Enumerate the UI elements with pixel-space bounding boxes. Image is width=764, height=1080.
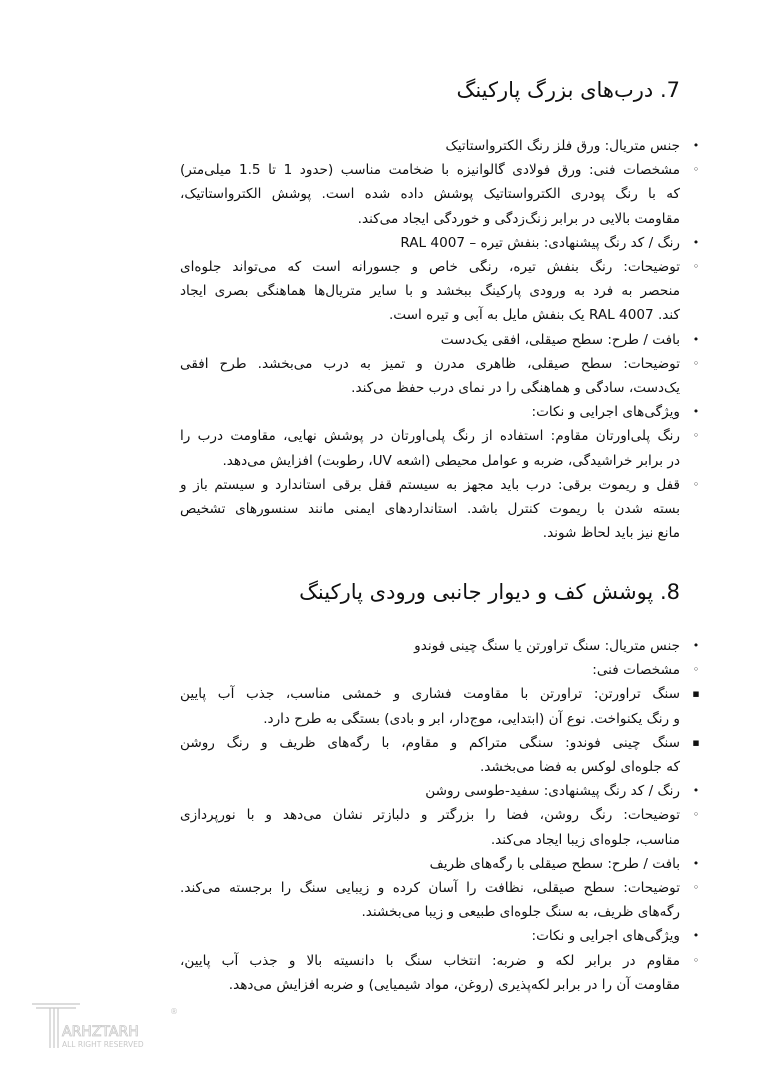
list-item xyxy=(180,852,700,876)
bullet-icon: ◦ xyxy=(692,953,700,967)
bullet-list xyxy=(180,634,700,997)
bullet-icon: ◦ xyxy=(692,477,700,491)
text-line: جنس متریال: ورق فلز رنگ الکترواستاتیک xyxy=(445,138,680,154)
list-item xyxy=(180,352,700,400)
text-line: جنس متریال: سنگ تراورتن یا سنگ چینی فوندو xyxy=(414,638,680,654)
list-item xyxy=(180,158,700,231)
text-line: بافت / طرح: سطح صیقلی، افقی یک‌دست xyxy=(440,331,680,348)
list-item xyxy=(180,949,700,997)
text-line: سنگ چینی فوندو: سنگی متراکم و مقاوم، با رگه‌های ظریف و رنگ روشن xyxy=(180,734,680,751)
text-line: رنگ پلی‌اورتان مقاوم: استفاده از رنگ پلی‌اورتان در پوشش نهایی، مقاومت درب را xyxy=(180,428,680,445)
text-line: که جلوه‌ای لوکس به فضا می‌بخشد. xyxy=(479,759,680,776)
text-line: مشخصات فنی: ورق فولادی گالوانیزه با ضخامت مناسب (حدود 1 تا 1.5 میلی‌متر) xyxy=(180,162,680,179)
text-line: بسته شدن با ریموت کنترل باشد. استانداردهای ایمنی مانند سنسورهای تشخیص xyxy=(180,501,680,518)
text-line: که با رنگ پودری الکترواستاتیک پوشش داده شده است. پوشش الکترواستاتیک، xyxy=(180,186,680,203)
text-line: مشخصات فنی: xyxy=(592,662,680,679)
text-line: توضیحات: سطح صیقلی، ظاهری مدرن و تمیز به درب می‌بخشد. طرح افقی xyxy=(180,355,680,372)
svg-text:ALL RIGHT RESERVED: ALL RIGHT RESERVED xyxy=(62,1040,144,1049)
bullet-icon: ◦ xyxy=(692,663,700,677)
bullet-icon: • xyxy=(692,784,700,798)
text-line: سنگ تراورتن: تراورتن با مقاومت فشاری و خمشی مناسب، جذب آب پایین xyxy=(180,686,680,703)
text-line: توضیحات: رنگ روشن، فضا را بزرگتر و دلبازتر نشان می‌دهد و با نورپردازی xyxy=(180,807,680,824)
bullet-icon: • xyxy=(692,405,700,419)
list-item xyxy=(180,424,700,472)
text-line: قفل و ریموت برقی: درب باید مجهز به سیستم قفل برقی استاندارد و سیستم باز و xyxy=(180,476,680,493)
list-item xyxy=(180,682,700,730)
text-line: کند. RAL 4007 یک بنفش مایل به آبی و تیره است. xyxy=(388,307,680,324)
text-line: مقاومت آن را در برابر لکه‌پذیری (روغن، مواد شیمیایی) و ضربه افزایش می‌دهد. xyxy=(228,976,680,993)
bullet-icon: ◦ xyxy=(692,808,700,822)
bullet-icon: ◦ xyxy=(692,163,700,177)
text-line: توضیحات: سطح صیقلی، نظافت را آسان کرده و زیبایی سنگ را برجسته می‌کند. xyxy=(180,880,680,897)
bullet-icon: ◦ xyxy=(692,429,700,443)
list-item xyxy=(180,231,700,255)
text-line: رنگ / کد رنگ پیشنهادی: سفید-طوسی روشن xyxy=(425,783,680,800)
bullet-icon: ◦ xyxy=(692,260,700,274)
text-line: مقاوم در برابر لکه و ضربه: انتخاب سنگ با دانسیته بالا و جذب آب پایین، xyxy=(180,952,680,969)
bullet-list xyxy=(180,134,700,545)
section-heading: 7. درب‌های بزرگ پارکینگ xyxy=(456,78,680,102)
bullet-icon: • xyxy=(692,856,700,870)
bullet-icon: • xyxy=(692,929,700,943)
bullet-icon: • xyxy=(692,235,700,249)
bullet-icon: ▪ xyxy=(692,687,700,701)
text-line: رگه‌های ظریف، به سنگ جلوه‌ای طبیعی و زیبا می‌بخشند. xyxy=(361,904,680,921)
list-item xyxy=(180,803,700,851)
bullet-icon: • xyxy=(692,639,700,652)
list-item xyxy=(180,328,700,352)
list-item xyxy=(180,876,700,924)
watermark-logo xyxy=(30,1000,180,1052)
bullet-icon: • xyxy=(692,139,700,152)
text-line: و رنگ یکنواخت. نوع آن (ابتدایی، موج‌دار، ابر و بادی) بستگی به طرح دارد. xyxy=(263,710,680,727)
bullet-icon: • xyxy=(692,332,700,346)
svg-text:®: ® xyxy=(170,1007,178,1016)
section-parking-doors xyxy=(180,70,700,545)
list-item xyxy=(180,658,700,682)
text-line: یک‌دست، سادگی و هماهنگی را در نمای درب حفظ می‌کند. xyxy=(351,380,680,397)
section-heading: 8. پوشش کف و دیوار جانبی ورودی پارکینگ xyxy=(299,580,680,604)
list-item xyxy=(180,134,700,158)
list-item xyxy=(180,473,700,546)
text-line: توضیحات: رنگ بنفش تیره، رنگی خاص و جسورانه است که می‌تواند جلوه‌ای xyxy=(180,259,680,276)
text-line: ویژگی‌های اجرایی و نکات: xyxy=(531,928,680,945)
list-item xyxy=(180,731,700,779)
list-item xyxy=(180,779,700,803)
list-item xyxy=(180,400,700,424)
svg-text:ARHZTARH: ARHZTARH xyxy=(62,1024,139,1040)
text-line: رنگ / کد رنگ پیشنهادی: بنفش تیره – RAL 4007 xyxy=(400,234,680,251)
list-item xyxy=(180,924,700,948)
text-line: در برابر خراشیدگی، ضربه و عوامل محیطی (اشعه UV، رطوبت) افزایش می‌دهد. xyxy=(222,452,680,469)
section-floor-wall-covering xyxy=(180,572,700,997)
bullet-icon: ◦ xyxy=(692,356,700,370)
bullet-icon: ◦ xyxy=(692,881,700,895)
text-line: بافت / طرح: سطح صیقلی با رگه‌های ظریف xyxy=(429,855,680,872)
text-line: مانع نیز باید لحاظ شوند. xyxy=(542,525,680,542)
list-item xyxy=(180,255,700,328)
text-line: ویژگی‌های اجرایی و نکات: xyxy=(531,404,680,421)
list-item xyxy=(180,634,700,658)
bullet-icon: ▪ xyxy=(692,735,700,749)
text-line: مقاومت بالایی در برابر زنگ‌زدگی و خوردگی ایجاد می‌کند. xyxy=(357,210,680,227)
text-line: منحصر به فرد به ورودی پارکینگ ببخشد و با سایر متریال‌ها هماهنگی بصری ایجاد xyxy=(180,283,680,300)
text-line: مناسب، جلوه‌ای زیبا ایجاد می‌کند. xyxy=(490,831,680,848)
